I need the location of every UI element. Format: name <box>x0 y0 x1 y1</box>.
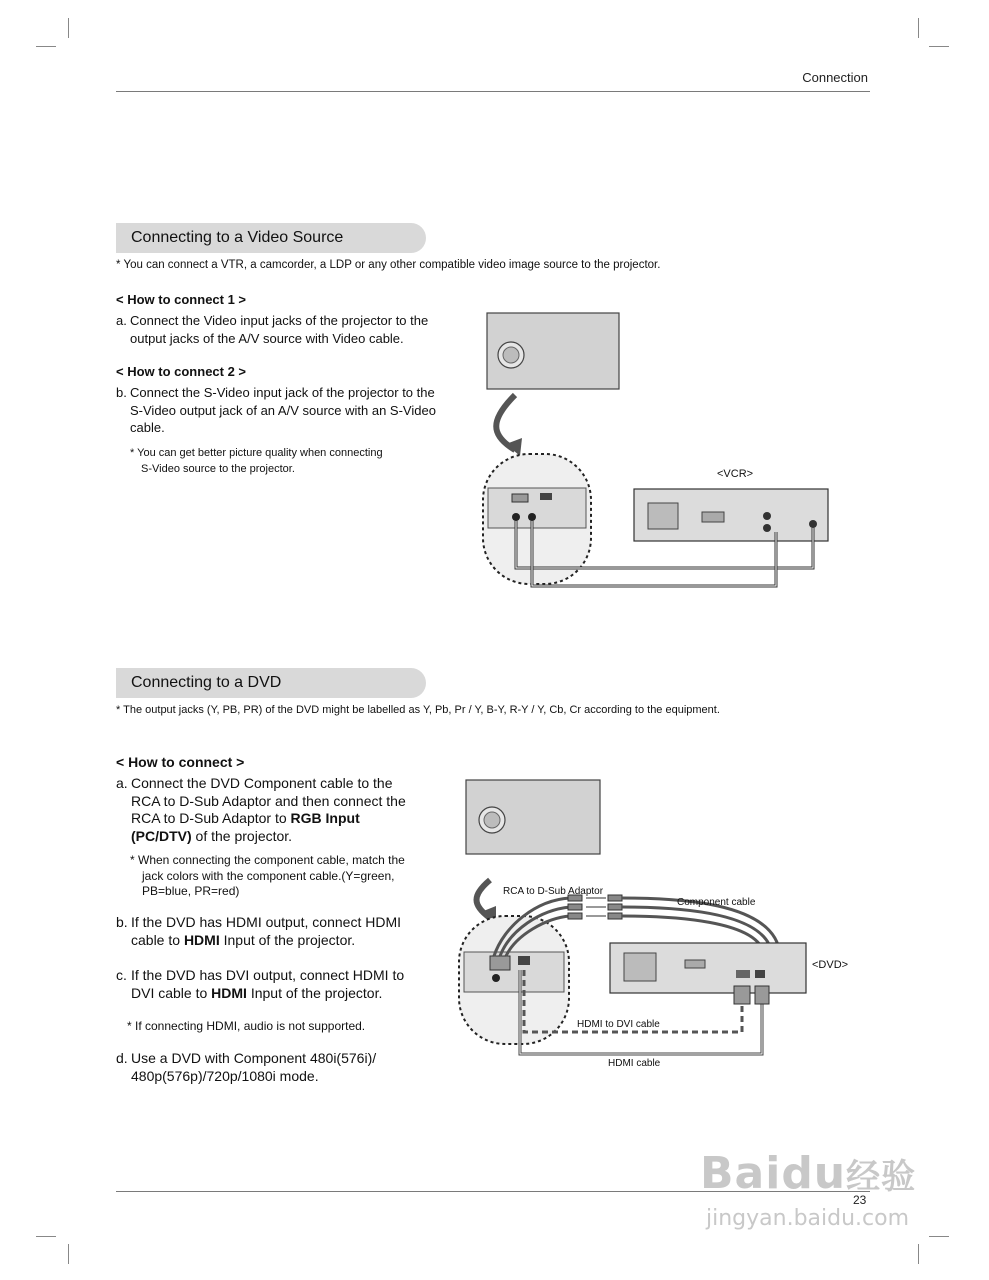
video-jack <box>512 513 520 521</box>
running-header: Connection <box>802 70 868 85</box>
vcr-label: <VCR> <box>717 468 754 480</box>
hdmi-audio-note: * If connecting HDMI, audio is not supported. <box>127 1019 366 1033</box>
section-title-dvd <box>116 668 426 698</box>
s-video-jack <box>528 513 536 521</box>
section-title-text: Connecting to a DVD <box>131 674 282 691</box>
how-to-connect-2-heading: < How to connect 2 > <box>116 364 247 379</box>
dvd-label: <DVD> <box>812 959 849 971</box>
hdmi-to-dvi-label: HDMI to DVI cable <box>577 1019 660 1030</box>
dvd-step-d: d. Use a DVD with Component 480i(576i)/ 480p(576p)/720p/1080i mode. <box>116 1050 377 1084</box>
section-title-text: Connecting to a Video Source <box>131 229 344 246</box>
page-number: 23 <box>853 1193 867 1207</box>
crop-mark <box>918 18 919 38</box>
how-to-connect-1-heading: < How to connect 1 > <box>116 292 247 307</box>
watermark-brand: Baidu经验 <box>700 1148 917 1199</box>
crop-mark <box>36 46 56 47</box>
dvd-step-a: a. Connect the DVD Component cable to the RCA to D-Sub Adaptor and then connect the RCA to D-Sub Adaptor to RGB Input (PC/DTV) of the projector. <box>116 775 406 844</box>
dvd-tip-a: * When connecting the component cable, match the jack colors with the component cable.(Y=green, PB=blue, PR=red) <box>130 853 405 898</box>
hdmi-cable-label: HDMI cable <box>608 1058 661 1069</box>
vcr-connection-diagram <box>470 300 850 600</box>
dvd-note: * The output jacks (Y, PB, PR) of the DVD might be labelled as Y, Pb, Pr / Y, B-Y, R-Y / Y, Cb, Cr according to the equipment. <box>116 704 720 716</box>
video-source-note: * You can connect a VTR, a camcorder, a LDP or any other compatible video image source to the projector. <box>116 259 661 271</box>
video-step-b: b. Connect the S-Video input jack of the projector to the S-Video output jack of an A/V source with an S-Video cable. <box>116 385 436 435</box>
header-rule <box>116 91 870 92</box>
crop-mark <box>68 1244 69 1264</box>
component-cable-label: Component cable <box>677 897 756 908</box>
hdmi-input-jack <box>518 956 530 965</box>
dvd-step-b: b. If the DVD has HDMI output, connect HDMI cable to HDMI Input of the projector. <box>116 914 401 948</box>
crop-mark <box>918 1244 919 1264</box>
dvd-step-c: c. If the DVD has DVI output, connect HDMI to DVI cable to HDMI Input of the projector. <box>116 967 405 1001</box>
dvd-connection-diagram <box>450 770 870 1080</box>
crop-mark <box>929 46 949 47</box>
section-title-video-source <box>116 223 426 253</box>
watermark-url: jingyan.baidu.com <box>706 1206 910 1231</box>
how-to-connect-heading: < How to connect > <box>116 754 245 770</box>
crop-mark <box>36 1236 56 1237</box>
crop-mark <box>929 1236 949 1237</box>
rgb-input-jack <box>490 956 510 970</box>
video-step-a: a. Connect the Video input jacks of the projector to the output jacks of the A/V source with Video cable. <box>116 313 429 346</box>
video-tip: * You can get better picture quality when connecting S-Video source to the projector. <box>130 447 383 475</box>
adaptor-label: RCA to D-Sub Adaptor <box>503 886 604 897</box>
crop-mark <box>68 18 69 38</box>
